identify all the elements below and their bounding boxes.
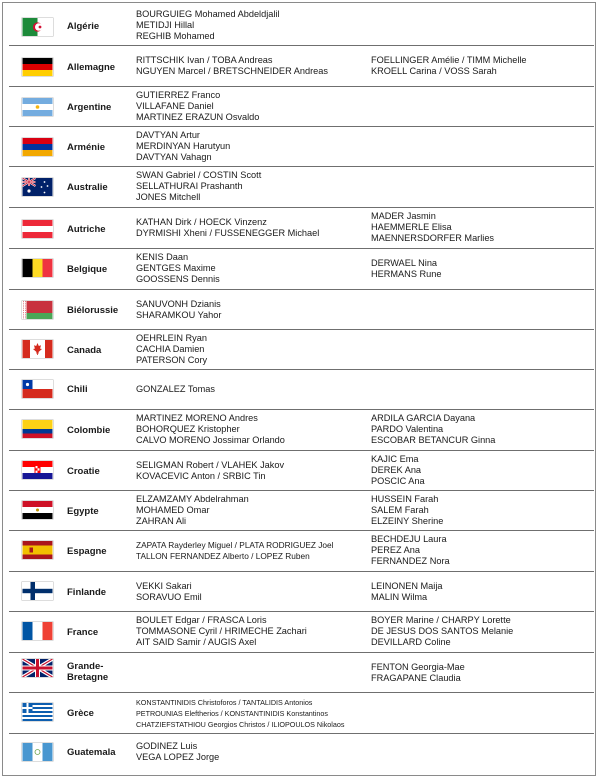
austria-flag-icon <box>22 220 53 238</box>
athlete-name: SWAN Gabriel / COSTIN Scott <box>136 170 262 180</box>
athlete-name: SHARAMKOU Yahor <box>136 310 222 320</box>
men-athletes <box>136 299 221 321</box>
athlete-name: FRAGAPANE Claudia <box>371 673 461 683</box>
athlete-name: FOELLINGER Amélie / TIMM Michelle <box>371 55 527 65</box>
egypt-flag-icon <box>22 501 53 519</box>
athlete-name: BOHORQUEZ Kristopher <box>136 424 240 434</box>
men-athletes <box>136 9 280 42</box>
athlete-name: DEVILLARD Coline <box>371 637 451 647</box>
algeria-flag-icon <box>22 18 53 36</box>
athlete-name: MARTINEZ ERAZUN Osvaldo <box>136 112 260 122</box>
country-row-armenie <box>9 127 594 167</box>
athlete-name: CALVO MORENO Jossimar Orlando <box>136 435 285 445</box>
athlete-name: ELZEINY Sherine <box>371 516 444 526</box>
country-row-argentine <box>9 87 594 127</box>
country-name: Guatemala <box>67 747 116 758</box>
athlete-name: PETROUNIAS Eleftherios / KONSTANTINIDIS Konstantinos <box>136 709 328 718</box>
country-row-australie <box>9 167 594 208</box>
athlete-name: JONES Mitchell <box>136 192 201 202</box>
country-name: Australie <box>67 182 108 193</box>
athlete-name: DAVTYAN Artur <box>136 130 200 140</box>
athlete-name: KROELL Carina / VOSS Sarah <box>371 66 497 76</box>
athlete-name: KAJIC Ema <box>371 454 419 464</box>
women-athletes <box>371 454 425 487</box>
athlete-name: MERDINYAN Harutyun <box>136 141 231 151</box>
athlete-name: MOHAMED Omar <box>136 505 210 515</box>
athlete-name: ZAPATA Rayderley Miguel / PLATA RODRIGUEZ Joel <box>136 540 334 550</box>
athlete-name: MAENNERSDORFER Marlies <box>371 233 495 243</box>
athlete-name: PATERSON Cory <box>136 355 208 365</box>
belgium-flag-icon <box>22 259 53 277</box>
women-athletes <box>371 211 494 244</box>
canada-flag-icon <box>22 340 53 358</box>
men-athletes <box>136 55 328 77</box>
men-athletes <box>136 90 259 123</box>
country-row-bielorussie <box>9 290 594 330</box>
athlete-name: GENTGES Maxime <box>136 263 216 273</box>
athlete-name: FENTON Georgia-Mae <box>371 662 465 672</box>
athlete-name: DYRMISHI Xheni / FUSSENEGGER Michael <box>136 228 320 238</box>
athlete-name: TOMMASONE Cyril / HRIMECHE Zachari <box>136 626 307 636</box>
country-row-canada <box>9 330 594 370</box>
australia-flag-icon <box>22 178 53 196</box>
argentina-flag-icon <box>22 98 53 116</box>
country-name: Egypte <box>67 506 99 517</box>
athlete-name: AIT SAID Samir / AUGIS Axel <box>136 637 257 647</box>
country-name: Allemagne <box>67 62 116 73</box>
colombia-flag-icon <box>22 420 53 438</box>
athlete-name: SELIGMAN Robert / VLAHEK Jakov <box>136 460 285 470</box>
country-name: Grèce <box>67 708 94 719</box>
men-athletes <box>136 384 215 395</box>
athlete-name: KATHAN Dirk / HOECK Vinzenz <box>136 217 267 227</box>
athlete-name: ELZAMZAMY Abdelrahman <box>136 494 249 504</box>
athlete-name: BOYER Marine / CHARPY Lorette <box>371 615 511 625</box>
armenia-flag-icon <box>22 138 53 156</box>
athlete-name: KONSTANTINIDIS Christoforos / TANTALIDIS Antonios <box>136 698 313 707</box>
country-name: Autriche <box>67 224 106 235</box>
athlete-name: BOURGUIEG Mohamed Abdeldjalil <box>136 9 280 19</box>
country-name: Grande-Bretagne <box>67 661 109 683</box>
country-row-autriche <box>9 208 594 249</box>
athlete-name: DAVTYAN Vahagn <box>136 152 212 162</box>
athlete-name: DEREK Ana <box>371 465 422 475</box>
women-athletes <box>371 581 442 603</box>
athlete-name: VEGA LOPEZ Jorge <box>136 752 220 762</box>
athlete-name: HERMANS Rune <box>371 269 442 279</box>
finland-flag-icon <box>22 582 53 600</box>
athlete-name: REGHIB Mohamed <box>136 31 215 41</box>
country-name: Croatie <box>67 466 100 477</box>
athlete-name: BECHDEJU Laura <box>371 534 447 544</box>
great-britain-flag-icon <box>22 659 53 677</box>
men-athletes <box>136 741 219 763</box>
athlete-name: GONZALEZ Tomas <box>136 384 215 394</box>
athlete-name: CHATZIEFSTATHIOU Georgios Christos / ILIOPOULOS Nikolaos <box>136 720 345 729</box>
athlete-name: ZAHRAN Ali <box>136 516 187 526</box>
men-athletes <box>136 333 207 366</box>
men-athletes <box>136 217 319 239</box>
country-row-belgique <box>9 249 594 290</box>
country-name: Argentine <box>67 102 112 113</box>
athlete-name: MADER Jasmin <box>371 211 436 221</box>
athlete-name: GOOSSENS Dennis <box>136 274 220 284</box>
athlete-name: MALIN Wilma <box>371 592 428 602</box>
women-athletes <box>371 413 495 446</box>
women-athletes <box>371 662 465 684</box>
country-row-colombie <box>9 410 594 451</box>
country-row-egypte <box>9 491 594 531</box>
france-flag-icon <box>22 622 53 640</box>
men-athletes <box>136 170 261 203</box>
athlete-name: NGUYEN Marcel / BRETSCHNEIDER Andreas <box>136 66 328 76</box>
croatia-flag-icon <box>22 461 53 479</box>
men-athletes <box>136 252 220 285</box>
country-row-espagne <box>9 531 594 572</box>
country-name: Finlande <box>67 587 107 598</box>
athlete-name: KOVACEVIC Anton / SRBIC Tin <box>136 471 266 481</box>
country-row-chili <box>9 370 594 410</box>
men-athletes <box>136 130 230 163</box>
athlete-name: SALEM Farah <box>371 505 429 515</box>
athlete-name: ARDILA GARCIA Dayana <box>371 413 476 423</box>
guatemala-flag-icon <box>22 743 53 761</box>
men-athletes <box>136 413 285 446</box>
athlete-name: RITTSCHIK Ivan / TOBA Andreas <box>136 55 273 65</box>
men-athletes <box>136 581 202 603</box>
athlete-name: DERWAEL Nina <box>371 258 438 268</box>
chile-flag-icon <box>22 380 53 398</box>
athlete-name: SANUVONH Dzianis <box>136 299 221 309</box>
country-row-grece <box>9 693 594 734</box>
athlete-name: DE JESUS DOS SANTOS Melanie <box>371 626 514 636</box>
men-athletes <box>136 494 249 527</box>
men-athletes <box>136 460 284 482</box>
athlete-name: MARTINEZ MORENO Andres <box>136 413 258 423</box>
athlete-name: SORAVUO Emil <box>136 592 202 602</box>
athlete-name: GUTIERREZ Franco <box>136 90 221 100</box>
athlete-name: HAEMMERLE Elisa <box>371 222 452 232</box>
athlete-name: TALLON FERNANDEZ Alberto / LOPEZ Ruben <box>136 551 310 561</box>
country-row-finlande <box>9 572 594 612</box>
men-athletes <box>136 615 307 648</box>
country-row-guatemala <box>9 734 594 772</box>
country-row-france <box>9 612 594 653</box>
women-athletes <box>371 534 450 567</box>
women-athletes <box>371 615 513 648</box>
women-athletes <box>371 494 443 527</box>
country-row-grande-bretagne <box>9 653 594 693</box>
country-name: Canada <box>67 345 102 356</box>
athlete-name: HUSSEIN Farah <box>371 494 439 504</box>
athlete-name: METIDJI Hillal <box>136 20 195 30</box>
men-athletes <box>136 540 334 562</box>
athlete-name: OEHRLEIN Ryan <box>136 333 207 343</box>
country-name: Colombie <box>67 425 111 436</box>
country-name: Chili <box>67 384 88 395</box>
country-row-croatie <box>9 451 594 491</box>
women-athletes <box>371 258 441 280</box>
athlete-name: FERNANDEZ Nora <box>371 556 450 566</box>
country-name: Espagne <box>67 546 107 557</box>
belarus-flag-icon <box>22 301 53 319</box>
country-name: Biélorussie <box>67 305 119 316</box>
athlete-name: PARDO Valentina <box>371 424 444 434</box>
athlete-name: POSCIC Ana <box>371 476 425 486</box>
country-name: France <box>67 627 99 638</box>
country-name: Arménie <box>67 142 106 153</box>
women-athletes <box>371 55 527 77</box>
country-name: Algérie <box>67 21 100 32</box>
country-row-allemagne <box>9 46 594 87</box>
athlete-name: VEKKI Sakari <box>136 581 192 591</box>
germany-flag-icon <box>22 58 53 76</box>
athlete-name: BOULET Edgar / FRASCA Loris <box>136 615 267 625</box>
athlete-name: CACHIA Damien <box>136 344 205 354</box>
team-roster-sheet <box>2 2 596 776</box>
athlete-name: PEREZ Ana <box>371 545 421 555</box>
greece-flag-icon <box>22 703 53 721</box>
athlete-name: ESCOBAR BETANCUR Ginna <box>371 435 496 445</box>
athlete-name: VILLAFANE Daniel <box>136 101 214 111</box>
men-athletes <box>136 697 344 730</box>
athlete-name: LEINONEN Maija <box>371 581 443 591</box>
spain-flag-icon <box>22 541 53 559</box>
country-name: Belgique <box>67 264 108 275</box>
athlete-name: SELLATHURAI Prashanth <box>136 181 243 191</box>
athlete-name: GODINEZ Luis <box>136 741 198 751</box>
athlete-name: KENIS Daan <box>136 252 189 262</box>
country-row-algerie <box>9 7 594 46</box>
